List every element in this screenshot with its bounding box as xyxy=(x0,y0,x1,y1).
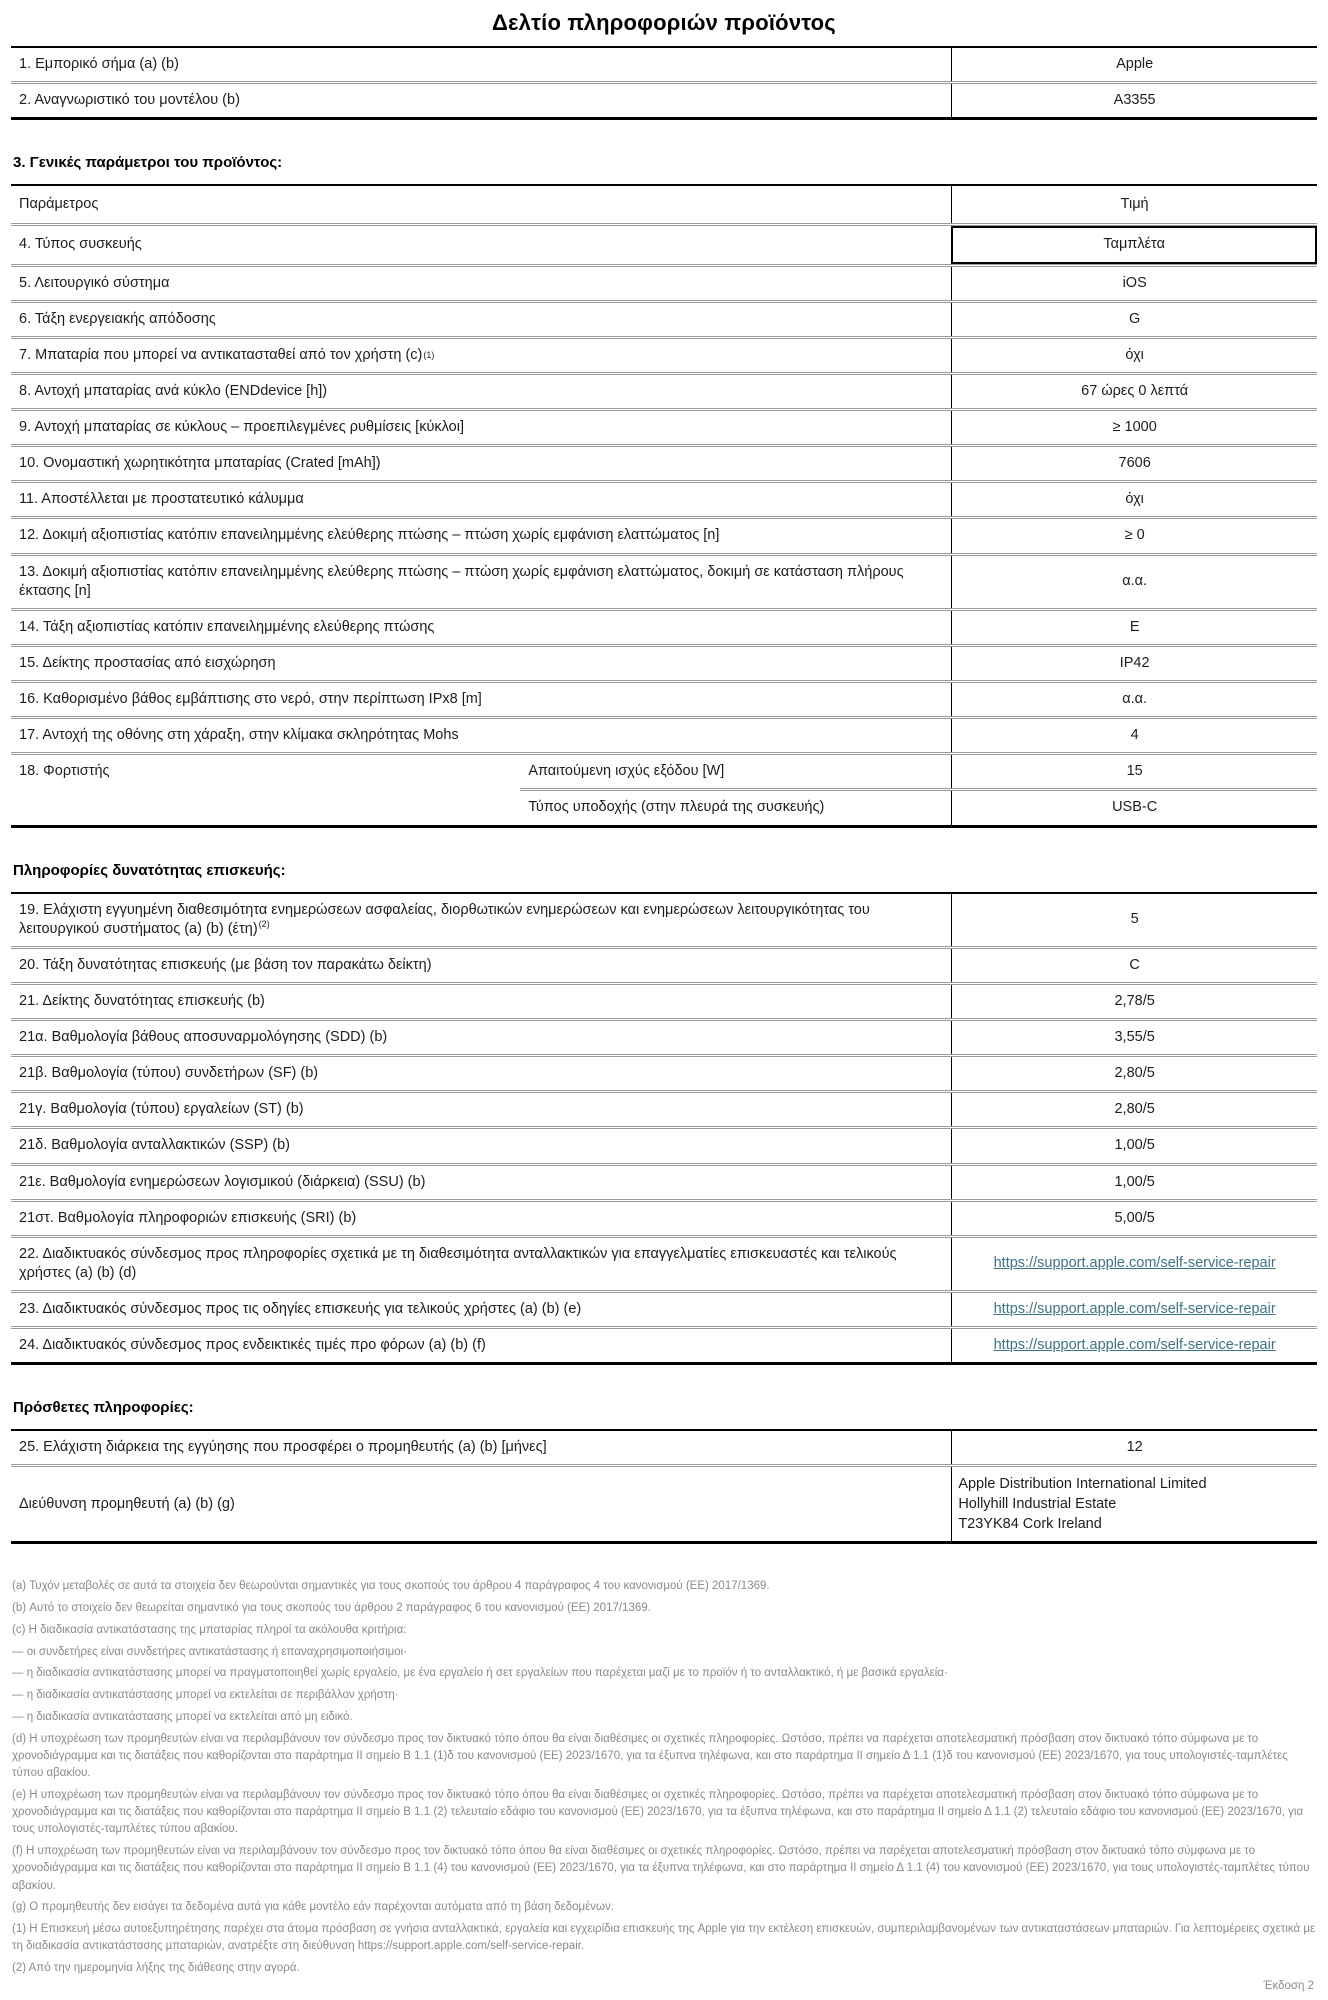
row-value: 2,80/5 xyxy=(951,1093,1317,1126)
row-value: 7606 xyxy=(951,447,1317,480)
footnote-bullet: — η διαδικασία αντικατάστασης μπορεί να πραγματοποιηθεί χωρίς εργαλείο, με ένα εργαλείο ή σετ εργαλείων που παρέχεται μαζί με το προϊόν ή το ανταλλακτικό, ή με βασικά εργαλεία· xyxy=(12,1667,948,1680)
table-row xyxy=(11,680,1317,716)
table-row xyxy=(11,444,1317,480)
row-label: 16. Καθορισμένο βάθος εμβάπτισης στο νερό, στην περίπτωση IPx8 [m] xyxy=(19,691,482,707)
row-value: α.α. xyxy=(951,556,1317,608)
page-title: Δελτίο πληροφοριών προϊόντος xyxy=(492,10,836,35)
footnote-bullet: — η διαδικασία αντικατάστασης μπορεί να εκτελείται σε περιβάλλον χρήστη· xyxy=(12,1689,399,1702)
section-repair-heading: Πληροφορίες δυνατότητας επισκευής: xyxy=(13,861,286,879)
table-row xyxy=(11,1326,1317,1362)
row-label: 4. Τύπος συσκευής xyxy=(19,236,142,253)
footnote: (g) Ο προμηθευτής δεν εισάγει τα δεδομένα αυτά για κάθε μοντέλο εάν παρέχονται αυτόματα από τη βάση δεδομένων. xyxy=(12,1901,614,1914)
row-value: α.α. xyxy=(951,683,1317,716)
row-label: 10. Ονομαστική χωρητικότητα μπαταρίας (Crated [mAh]) xyxy=(19,455,381,472)
row-label: 6. Τάξη ενεργειακής απόδοσης xyxy=(19,310,216,327)
row-label: 5. Λειτουργικό σύστημα xyxy=(19,274,170,291)
row-label: 1. Εμπορικό σήμα (a) (b) xyxy=(19,56,179,72)
table-row xyxy=(11,48,1317,81)
subrow-value: USB-C xyxy=(951,791,1317,824)
row-value: ≥ 1000 xyxy=(951,411,1317,444)
row-label: 8. Αντοχή μπαταρίας ανά κύκλο (ENDdevice [h]) xyxy=(19,382,328,399)
row-value xyxy=(951,1329,1317,1362)
row-value: G xyxy=(951,303,1317,336)
row-label: 21. Δείκτης δυνατότητας επισκευής (b) xyxy=(19,992,265,1009)
row-label: 13. Δοκιμή αξιοπιστίας κατόπιν επανειλημμένης ελεύθερης πτώσης – πτώση χωρίς εμφάνιση ελαττώματος, δοκιμή σε κατάσταση πλήρους έκτασης [n] xyxy=(19,563,904,599)
footnote: (a) Τυχόν μεταβολές σε αυτά τα στοιχεία δεν θεωρούνται σημαντικές για τους σκοπούς του άρθρου 4 παράγραφος 4 του κανονισμού (ΕΕ) 2017/1369. xyxy=(12,1580,770,1593)
table-row xyxy=(11,1431,1317,1464)
table-row xyxy=(11,516,1317,552)
table-row xyxy=(11,608,1317,644)
table-row xyxy=(11,982,1317,1018)
table-row xyxy=(11,1199,1317,1235)
spare-parts-link[interactable]: https://support.apple.com/self-service-repair xyxy=(993,1255,1276,1272)
row-value: 5 xyxy=(951,894,1317,946)
row-value: 3,55/5 xyxy=(951,1021,1317,1054)
table-row xyxy=(11,372,1317,408)
footnote: (1) Η Επισκευή μέσω αυτοεξυπηρέτησης παρέχει στα άτομα πρόσβαση σε γνήσια ανταλλακτικά, εργαλεία και εγχειρίδια επισκευής της Apple για την εκτέλεση επισκευών, συμπεριλαμβανομένων των αντικαταστάσεων μπαταριών. Για λεπτομέρειες σχετικά με τη διαδικασία αντικατάστασης μπαταριών, ανατρέξτε στη διεύθυνση https://support.apple.com/self-service-repair. xyxy=(12,1923,1316,1953)
footnote-bullet: — οι συνδετήρες είναι συνδετήρες αντικατάστασης ή επαναχρησιμοποιήσιμοι· xyxy=(12,1645,408,1658)
table-row xyxy=(11,553,1317,608)
row-value: 1,00/5 xyxy=(951,1166,1317,1199)
table-row xyxy=(11,1054,1317,1090)
table-row xyxy=(11,300,1317,336)
indicative-prices-link[interactable]: https://support.apple.com/self-service-repair xyxy=(993,1337,1276,1354)
row-label: 2. Αναγνωριστικό του μοντέλου (b) xyxy=(19,92,240,109)
header-row xyxy=(11,186,1317,223)
row-value: 12 xyxy=(951,1431,1317,1464)
row-value: 4 xyxy=(951,719,1317,752)
table-row xyxy=(11,1090,1317,1126)
address-line: Hollyhill Industrial Estate xyxy=(958,1496,1117,1513)
row-label: 17. Αντοχή της οθόνης στη χάραξη, στην κλίμακα σκληρότητας Mohs xyxy=(19,727,459,744)
row-value xyxy=(951,1293,1317,1326)
column-header-value: Τιμή xyxy=(951,186,1317,223)
row-label: 21στ. Βαθμολογία πληροφοριών επισκευής (SRI) (b) xyxy=(19,1209,357,1226)
row-label: 21δ. Βαθμολογία ανταλλακτικών (SSP) (b) xyxy=(19,1137,290,1154)
address-line: Apple Distribution International Limited xyxy=(958,1476,1207,1493)
address-line: T23YK84 Cork Ireland xyxy=(958,1516,1102,1533)
row-label xyxy=(11,894,951,946)
table-row xyxy=(11,1235,1317,1290)
row-label: 21α. Βαθμολογία βάθους αποσυναρμολόγησης (SDD) (b) xyxy=(19,1029,388,1045)
row-label: 23. Διαδικτυακός σύνδεσμος προς τις οδηγίες επισκευής για τελικούς χρήστες (a) (b) (e) xyxy=(19,1301,582,1317)
row-value: IP42 xyxy=(951,647,1317,680)
supplier-address xyxy=(951,1467,1317,1541)
row-label: Διεύθυνση προμηθευτή (a) (b) (g) xyxy=(19,1495,235,1512)
table-row xyxy=(11,946,1317,982)
row-value: 2,80/5 xyxy=(951,1057,1317,1090)
table-row xyxy=(11,81,1317,117)
row-value: 1,00/5 xyxy=(951,1129,1317,1162)
repair-instructions-link[interactable]: https://support.apple.com/self-service-repair xyxy=(993,1301,1276,1317)
table-row xyxy=(11,716,1317,752)
row-value: 67 ώρες 0 λεπτά xyxy=(951,375,1317,408)
footnote: (d) Η υποχρέωση των προμηθευτών είναι να περιλαμβάνουν τον σύνδεσμο προς τον δικτυακό τόπο όπου θα είναι διαθέσιμες οι σχετικές πληροφορίες. Ωστόσο, πρέπει να παρέχεται αποτελεσματική πρόσβαση στον δικτυακό τόπο σύμφωνα με το χρονοδιάγραμμα και τις διατάξεις που καθορίζονται στο παράρτημα II σημείο Β 1.1 (1)δ του κανονισμού (ΕΕ) 2023/1670, για τα έξυπνα τηλέφωνα, και στο παράρτημα II σημείο Δ 1.1 (1)δ του κανονισμού (ΕΕ) 2023/1670, για τους υπολογιστές-ταμπλέτες τύπου αβακίου. xyxy=(12,1732,1288,1780)
row-label: 21ε. Βαθμολογία ενημερώσεων λογισμικού (διάρκεια) (SSU) (b) xyxy=(19,1173,426,1190)
footnote-bullet: — η διαδικασία αντικατάστασης μπορεί να εκτελείται από μη ειδικό. xyxy=(12,1710,353,1723)
table-row xyxy=(11,894,1317,946)
additional-table xyxy=(11,1429,1317,1544)
table-row xyxy=(11,1126,1317,1162)
subrow-label: Απαιτούμενη ισχύς εξόδου [W] xyxy=(528,763,725,780)
row-label: 7. Μπαταρία που μπορεί να αντικατασταθεί από τον χρήστη (c) (1) xyxy=(11,339,951,372)
version-label: Έκδοση 2 xyxy=(1263,1980,1314,1992)
row-label: 11. Αποστέλλεται με προστατευτικό κάλυμμα xyxy=(19,491,304,508)
row-label: 21β. Βαθμολογία (τύπου) συνδετήρων (SF) (b) xyxy=(19,1065,319,1082)
row-label-text: 7. Μπαταρία που μπορεί να αντικατασταθεί από τον χρήστη (c) xyxy=(19,346,423,363)
footnote-ref: (2) xyxy=(258,918,270,929)
row-label: 25. Ελάχιστη διάρκεια της εγγύησης που προσφέρει ο προμηθευτής (a) (b) [μήνες] xyxy=(19,1439,547,1456)
footnote: (2) Από την ημερομηνία λήξης της διάθεσης στην αγορά. xyxy=(12,1962,300,1975)
charger-row xyxy=(11,752,1317,824)
row-value: iOS xyxy=(951,267,1317,300)
charger-subrow xyxy=(520,791,1317,824)
row-label: 12. Δοκιμή αξιοπιστίας κατόπιν επανειλημμένης ελεύθερης πτώσης – πτώση χωρίς εμφάνιση ελαττώματος [n] xyxy=(19,527,720,544)
row-label: 21γ. Βαθμολογία (τύπου) εργαλείων (ST) (b) xyxy=(19,1101,304,1118)
subrow-label: Τύπος υποδοχής (στην πλευρά της συσκευής) xyxy=(528,799,825,816)
row-value: Apple xyxy=(951,48,1317,81)
row-value xyxy=(951,1238,1317,1290)
footnote: (f) Η υποχρέωση των προμηθευτών είναι να περιλαμβάνουν τον σύνδεσμο προς τον δικτυακό τόπο όπου θα είναι διαθέσιμες οι σχετικές πληροφορίες. Ωστόσο, πρέπει να παρέχεται αποτελεσματική πρόσβαση στον δικτυακό τόπο σύμφωνα με το χρονοδιάγραμμα και τις διατάξεις που καθορίζονται στο παράρτημα II σημείο Β 1.1 (4) του κανονισμού (ΕΕ) 2023/1670, για τα έξυπνα τηλέφωνα, και στο παράρτημα II σημείο Δ 1.1 (4) του κανονισμού (ΕΕ) 2023/1670, για τους υπολογιστές-ταμπλέτες τύπου αβακίου. xyxy=(12,1845,1310,1892)
charger-subrow xyxy=(520,755,1317,791)
supplier-address-row xyxy=(11,1464,1317,1541)
table-row xyxy=(11,1163,1317,1199)
subrow-value: 15 xyxy=(951,755,1317,788)
footnote: (c) Η διαδικασία αντικατάστασης της μπαταρίας πληροί τα ακόλουθα κριτήρια: xyxy=(12,1623,407,1636)
table-row xyxy=(11,408,1317,444)
footnotes xyxy=(11,1578,1317,1977)
row-value: C xyxy=(951,949,1317,982)
table-row xyxy=(11,1018,1317,1054)
row-label: 14. Τάξη αξιοπιστίας κατόπιν επανειλημμένης ελεύθερης πτώσης xyxy=(19,618,435,635)
table-row xyxy=(11,264,1317,300)
table-row xyxy=(11,644,1317,680)
supplier-address-lines xyxy=(958,1474,1206,1534)
section-additional-heading: Πρόσθετες πληροφορίες: xyxy=(13,1399,194,1417)
column-header-parameter: Παράμετρος xyxy=(19,196,99,213)
row-label: 15. Δείκτης προστασίας από εισχώρηση xyxy=(19,654,276,671)
footnote: (e) Η υποχρέωση των προμηθευτών είναι να περιλαμβάνουν τον σύνδεσμο προς τον δικτυακό τόπο όπου θα είναι διαθέσιμες οι σχετικές πληροφορίες. Ωστόσο, πρέπει να παρέχεται αποτελεσματική πρόσβαση στον δικτυακό τόπο σύμφωνα με το χρονοδιάγραμμα και τις διατάξεις που καθορίζονται στο παράρτημα II σημείο Β 1.1 (2) τελευταίο εδάφιο του κανονισμού (ΕΕ) 2023/1670, για τα έξυπνα τηλέφωνα, και στο παράρτημα II σημείο Δ 1.1 (2) τελευταίο εδάφιο του κανονισμού (ΕΕ) 2023/1670, για τους υπολογιστές-ταμπλέτες τύπου αβακίου. xyxy=(12,1788,1304,1836)
row-value: όχι xyxy=(951,483,1317,516)
table-row xyxy=(11,223,1317,263)
row-value: όχι xyxy=(951,339,1317,372)
footnote: (b) Αυτό το στοιχείο δεν θεωρείται σημαντικό για τους σκοπούς του άρθρου 2 παράγραφος 6 του κανονισμού (ΕΕ) 2017/1369. xyxy=(12,1602,651,1615)
row-label: 24. Διαδικτυακός σύνδεσμος προς ενδεικτικές τιμές προ φόρων (a) (b) (f) xyxy=(19,1337,486,1354)
row-label: 20. Τάξη δυνατότητας επισκευής (με βάση τον παρακάτω δείκτη) xyxy=(19,956,432,973)
row-label: 22. Διαδικτυακός σύνδεσμος προς πληροφορίες σχετικά με τη διαθεσιμότητα ανταλλακτικών για επαγγελματίες επισκευαστές και τελικούς χρήστες (a) (b) (d) xyxy=(19,1245,897,1281)
row-label: 9. Αντοχή μπαταρίας σε κύκλους – προεπιλεγμένες ρυθμίσεις [κύκλοι] xyxy=(19,419,464,435)
row-value: 2,78/5 xyxy=(951,985,1317,1018)
table-row xyxy=(11,480,1317,516)
row-label-text: 19. Ελάχιστη εγγυημένη διαθεσιμότητα ενημερώσεων ασφαλείας, διορθωτικών ενημερώσεων και ενημερώσεων λειτουργικότητας του λειτουργικού συστήματος (a) (b) $(έ\tau\eta)^{(2)}$ xyxy=(19,901,870,937)
row-value: 5,00/5 xyxy=(951,1202,1317,1235)
row-value: ≥ 0 xyxy=(951,519,1317,552)
general-table xyxy=(11,184,1317,827)
row-value: A3355 xyxy=(951,84,1317,117)
id-table xyxy=(11,46,1317,120)
row-value: E xyxy=(951,611,1317,644)
table-row xyxy=(11,336,1317,372)
row-value: Ταμπλέτα xyxy=(951,226,1317,263)
row-label: 18. Φορτιστής xyxy=(19,763,110,780)
charger-subtable xyxy=(520,755,1317,824)
section-general-heading: 3. Γενικές παράμετροι του προϊόντος: xyxy=(13,154,283,172)
table-row xyxy=(11,1290,1317,1326)
repair-table xyxy=(11,892,1317,1366)
